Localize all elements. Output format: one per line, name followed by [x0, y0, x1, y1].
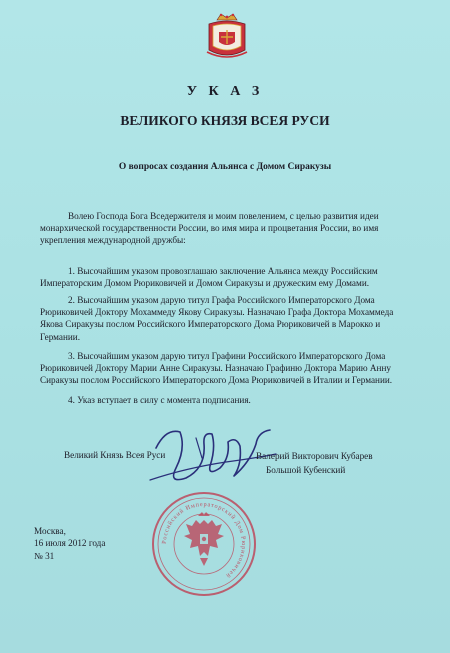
date-line: 16 июля 2012 года — [34, 538, 106, 549]
clause-3 — [40, 350, 412, 387]
clause-1 — [40, 265, 412, 289]
signatory-name-block — [256, 450, 373, 477]
text-line: Волею Господа Бога Вседержителя и моим повелением, с целью развития идеи — [68, 211, 379, 221]
text-line: 1. Высочайшим указом провозглашаю заключение Альянса между Российским — [68, 266, 378, 276]
number-line: № 31 — [34, 550, 55, 561]
text-line: 2. Высочайшим указом дарую титул Графа Российского Императорского Дома — [68, 295, 375, 305]
text-line: монархической государственности России, во имя мира и процветания России, во имя — [40, 223, 379, 234]
decree-heading: У К А З — [186, 84, 264, 99]
signatory-name: Валерий Викторович Кубарев — [256, 451, 373, 461]
text-line: Императорским Домом Рюриковичей и Домом Сиракузы и дружеским ему Домами. — [40, 278, 370, 289]
text-line: Сиракузы послом Российского Императорского Дома Рюриковичей в Италии и Германии. — [40, 375, 393, 386]
text-line: Германии. — [40, 331, 81, 342]
preamble-paragraph — [40, 210, 412, 247]
coat-of-arms-icon — [205, 12, 249, 60]
seal-text: Российский Императорский Дом Рюриковичей — [160, 500, 248, 580]
text-line: Рюриковичей Доктору Марии Анне Сиракузы. Назначаю Графиню Доктора Марию Анну — [40, 363, 391, 374]
clause-2 — [40, 294, 412, 343]
signatory-title-right: Большой Кубенский — [266, 464, 346, 475]
text-line: 3. Высочайшим указом дарую титул Графини Российского Императорского Дома — [68, 351, 386, 361]
place-line: Москва, — [34, 526, 66, 536]
text-line: 4. Указ вступает в силу с момента подписания. — [68, 395, 251, 405]
text-line: укрепления международной дружбы: — [40, 235, 186, 246]
signatory-title: Великий Князь Всея Руси — [64, 450, 166, 460]
text-line: Рюриковичей Доктору Мохаммеду Якову Сиракузы. Назначаю Графа Доктора Мохаммеда — [40, 307, 394, 318]
decree-subheading: ВЕЛИКОГО КНЯЗЯ ВСЕЯ РУСИ — [120, 113, 330, 128]
clause-4 — [40, 394, 412, 406]
place-and-date — [34, 525, 105, 562]
text-line: Якова Сиракузы послом Российского Императорского Дома Рюриковичей в Марокко и — [40, 319, 381, 330]
decree-topic: О вопросах создания Альянса с Домом Сиракузы — [118, 162, 332, 172]
official-seal-icon — [150, 490, 258, 598]
